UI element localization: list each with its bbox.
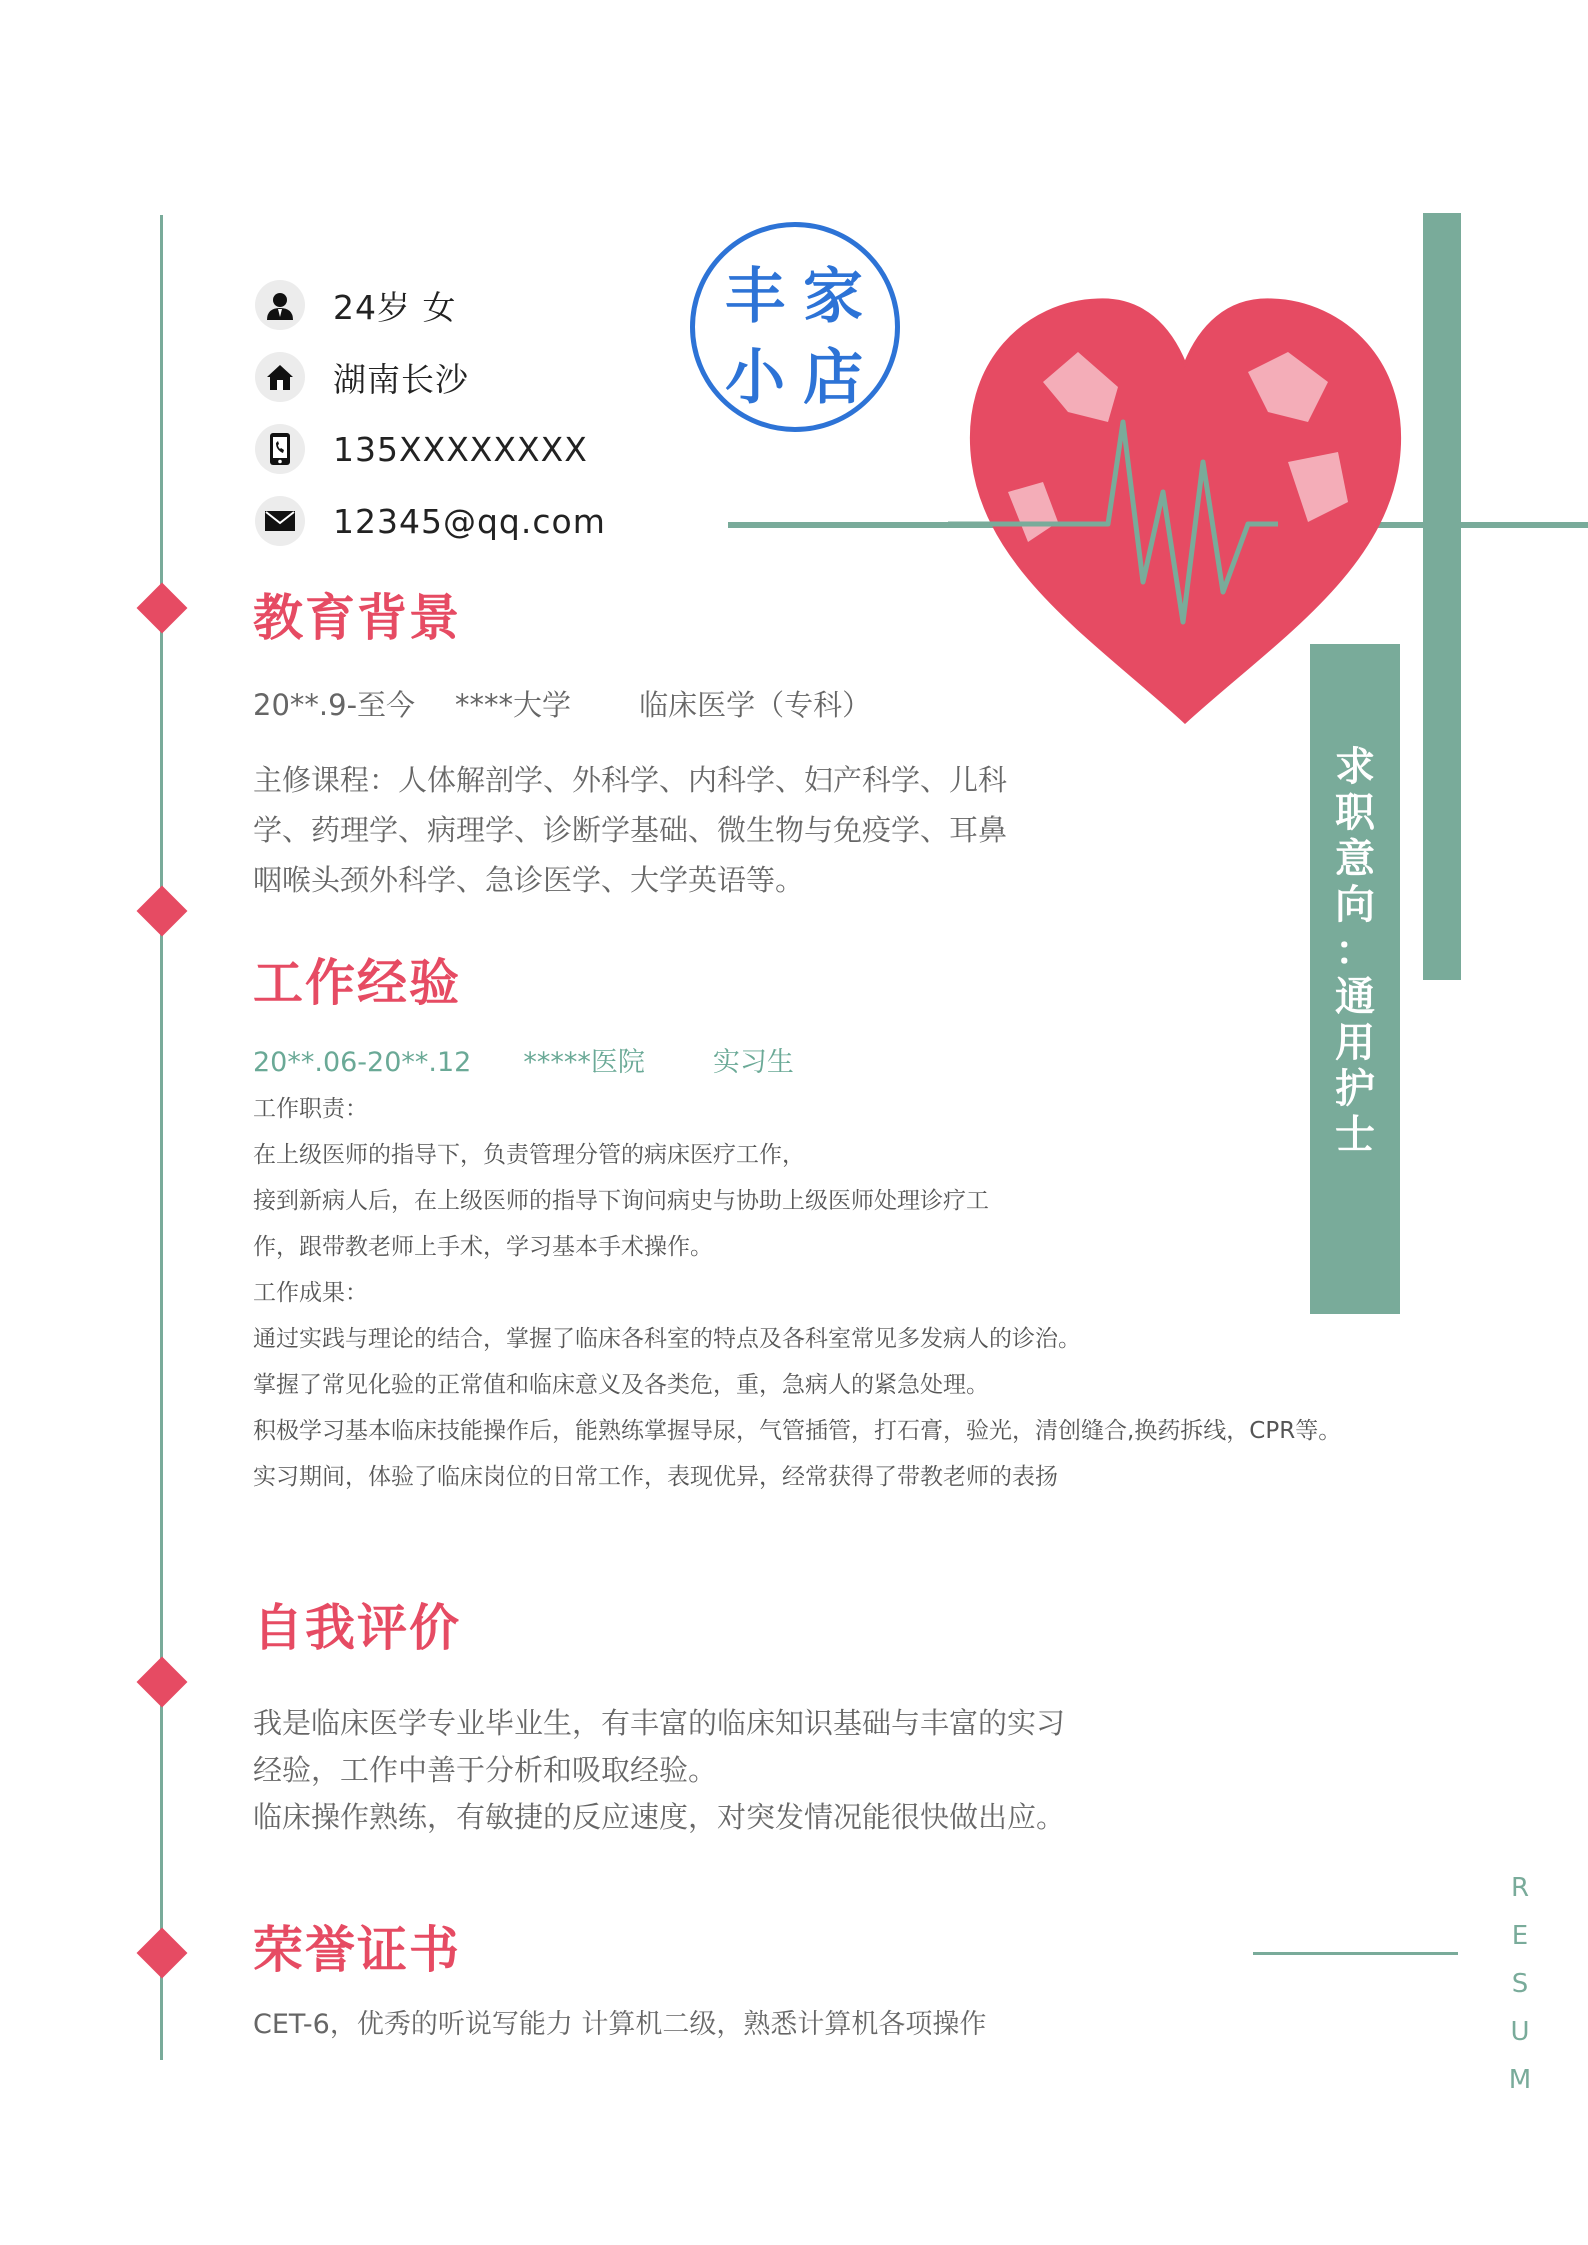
- stamp-char: 家: [803, 262, 863, 332]
- self-evaluation-text: [253, 1700, 1065, 1841]
- resum-letter: S: [1511, 1969, 1529, 1999]
- contact-location: [255, 352, 469, 402]
- work-info-row: [253, 1040, 794, 1086]
- resum-letter: M: [1508, 2065, 1532, 2095]
- decor-bottom-line: [1253, 1952, 1458, 1955]
- person-icon: [255, 280, 305, 330]
- education-major: 临床医学（专科）: [639, 688, 872, 722]
- job-intent-char: 士: [1335, 1112, 1375, 1158]
- work-details: [253, 1086, 1341, 1500]
- section-title-work: 工作经验: [253, 954, 461, 1012]
- job-intent-char: 用: [1335, 1020, 1375, 1066]
- timeline-marker-self: [137, 1657, 188, 1708]
- resum-letter: E: [1511, 1921, 1529, 1951]
- job-intent-char: 通: [1335, 974, 1375, 1020]
- contact-email-text: 12345@qq.com: [333, 501, 606, 541]
- stamp-char: 店: [803, 343, 863, 413]
- education-school: ****大学: [455, 688, 572, 722]
- work-position: 实习生: [712, 1047, 794, 1078]
- job-intent-char: 求: [1335, 744, 1375, 790]
- work-duty-line: 作，跟带教老师上手术，学习基本手术操作。: [253, 1234, 713, 1260]
- section-title-education: 教育背景: [253, 589, 461, 647]
- job-intent-char: ：: [1335, 928, 1375, 974]
- job-intent-char: 护: [1335, 1066, 1375, 1112]
- home-icon: [255, 352, 305, 402]
- shop-stamp: [690, 222, 900, 432]
- work-hospital: *****医院: [523, 1047, 645, 1078]
- resum-vertical-text: [1505, 1864, 1535, 2104]
- education-courses: [253, 755, 1007, 905]
- education-course-line: 咽喉头颈外科学、急诊医学、大学英语等。: [253, 863, 805, 897]
- stamp-char: 小: [725, 343, 785, 413]
- work-duty-line: 接到新病人后，在上级医师的指导下询问病史与协助上级医师处理诊疗工: [253, 1188, 989, 1214]
- work-result-line: 实习期间，体验了临床岗位的日常工作，表现优异，经常获得了带教老师的表扬: [253, 1464, 1058, 1490]
- contact-phone: [255, 424, 588, 474]
- timeline-marker-honor: [137, 1928, 188, 1979]
- contact-location-text: 湖南长沙: [333, 359, 469, 399]
- work-result-line: 掌握了常见化验的正常值和临床意义及各类危，重，急病人的紧急处理。: [253, 1372, 989, 1398]
- self-evaluation-line: 经验，工作中善于分析和吸取经验。: [253, 1753, 718, 1787]
- work-result-line: 积极学习基本临床技能操作后，能熟练掌握导尿，气管插管，打石膏，验光，清创缝合,换药拆线，CPR等。: [253, 1418, 1342, 1444]
- job-intent-char: 意: [1335, 836, 1375, 882]
- honor-text: CET-6，优秀的听说写能力 计算机二级，熟悉计算机各项操作: [253, 2009, 987, 2040]
- self-evaluation-line: 我是临床医学专业毕业生，有丰富的临床知识基础与丰富的实习: [253, 1706, 1066, 1740]
- section-title-honor: 荣誉证书: [253, 1921, 461, 1979]
- timeline-line: [160, 215, 163, 2060]
- contact-email: [255, 496, 606, 546]
- contact-phone-text: 135XXXXXXXX: [333, 429, 588, 469]
- contact-age-gender-text: 24岁 女: [333, 287, 457, 327]
- phone-icon: [255, 424, 305, 474]
- work-result-label: 工作成果：: [253, 1280, 368, 1306]
- resum-letter: R: [1510, 1873, 1530, 1903]
- work-result-line: 通过实践与理论的结合，掌握了临床各科室的特点及各科室常见多发病人的诊治。: [253, 1326, 1081, 1352]
- contact-age-gender: [255, 280, 456, 330]
- section-title-self: 自我评价: [253, 1599, 461, 1657]
- stamp-char: 丰: [725, 262, 785, 332]
- education-course-line: 学、药理学、病理学、诊断学基础、微生物与免疫学、耳鼻: [253, 813, 1008, 847]
- education-info-row: [253, 680, 871, 730]
- mail-icon: [255, 496, 305, 546]
- resum-letter: U: [1510, 2017, 1530, 2047]
- decor-teal-bar: [1423, 213, 1461, 980]
- timeline-marker-education: [137, 583, 188, 634]
- education-period: 20**.9-至今: [253, 688, 416, 722]
- work-period: 20**.06-20**.12: [253, 1047, 472, 1078]
- timeline-marker-work: [137, 886, 188, 937]
- education-course-line: 主修课程：人体解剖学、外科学、内科学、妇产科学、儿科: [253, 763, 1008, 797]
- job-intent-char: 向: [1335, 882, 1375, 928]
- job-intent-char: 职: [1335, 790, 1375, 836]
- work-duty-line: 在上级医师的指导下，负责管理分管的病床医疗工作，: [253, 1142, 805, 1168]
- self-evaluation-line: 临床操作熟练，有敏捷的反应速度，对突发情况能很快做出应。: [253, 1800, 1066, 1834]
- work-duty-label: 工作职责：: [253, 1096, 368, 1122]
